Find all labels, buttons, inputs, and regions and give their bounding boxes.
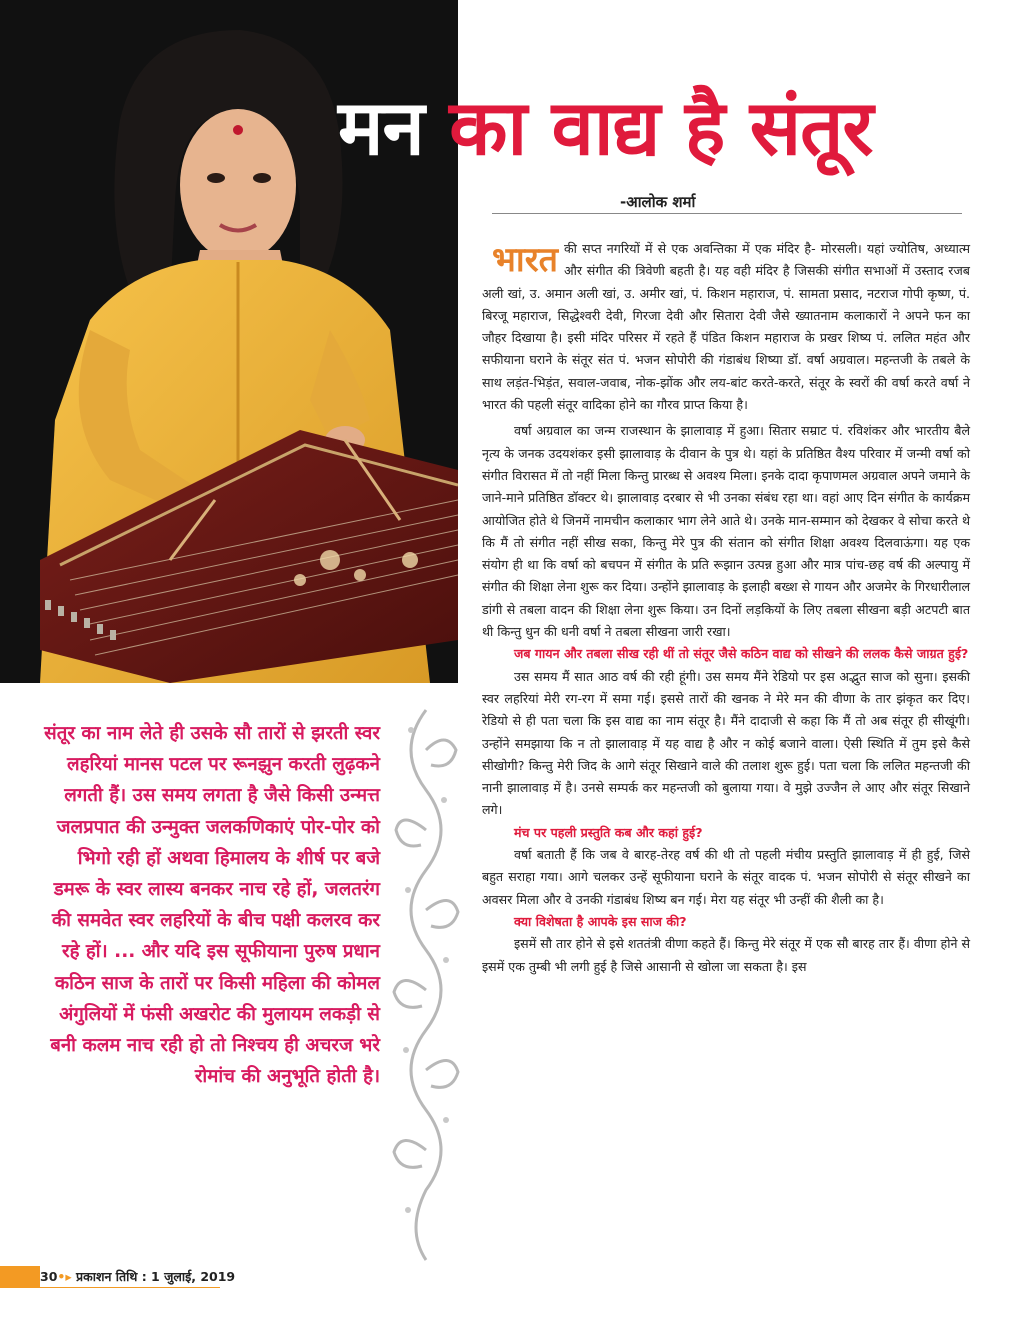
article-paragraph: वर्षा बताती हैं कि जब वे बारह-तेरह वर्ष की थी तो पहली मंचीय प्रस्तुति झालावाड़ में ही हुई, जिसे बहुत सराहा गया। आगे चलकर उन्हें सूफीयाना घराने के संतूर वादक पं. भजन सोपोरी से संतूर सीखने का अवसर मिला और वे उनकी गंडाबंध शिष्य बन गई। मेरा यह संतूर भी उन्हीं की शैली का है।: [482, 847, 970, 907]
article-paragraph: [482, 238, 970, 416]
interview-question: मंच पर पहली प्रस्तुति कब और कहां हुई?: [514, 824, 703, 840]
title-word-1: मन: [338, 83, 450, 172]
byline-divider: [492, 213, 962, 214]
pull-quote: संतूर का नाम लेते ही उसके सौ तारों से झरती स्वर लहरियां मानस पटल पर रूनझुन करती लुढ़कने लगती हैं। उस समय लगता है जैसे किसी उन्मत्त जलप्रपात की उन्मुक्त जलकणिकाएं पोर-पोर को भिगो रही हों अथवा हिमालय के शीर्ष पर बजे डमरू के स्वर लास्य बनकर नाच रहे हों, जलतरंग की समवेत स्वर लहरियों के बीच पक्षी कलरव कर रहे हों। ... और यदि इस सूफीयाना पुरुष प्रधान कठिन साज के तारों पर किसी महिला की कोमल अंगुलियों में फंसी अखरोट की मुलायम लकड़ी से बनी कलम नाच रही हो तो निश्चय ही अचरज भरे रोमांच की अनुभूति होती है।: [44, 723, 380, 1088]
author-byline: -आलोक शर्मा: [620, 193, 696, 211]
interview-question: जब गायन और तबला सीख रही थीं तो संतूर जैसे कठिन वाद्य को सीखने की ललक कैसे जाग्रत हुई?: [514, 646, 969, 662]
arrow-icon: •▸: [57, 1269, 72, 1284]
article-paragraph: इसमें सौ तार होने से इसे शततंत्री वीणा कहते हैं। किन्तु मेरे संतूर में एक सौ बारह तार हैं। वीणा होने से इसमें एक तुम्बी भी लगी हुई है जिसे आसानी से खोला जा सकता है। इस: [482, 936, 970, 974]
paragraph-text: की सप्त नगरियों में से एक अवन्तिका में एक मंदिर है- मोरसली। यहां ज्योतिष, अध्यात्म और संगीत की त्रिवेणी बहती है। यह वही मंदिर है जिसकी संगीत सभाओं में उस्ताद रजब अली खां, उ. अमान अली खां, उ. अमीर खां, पं. किशन महाराज, पं. सामता प्रसाद, नटराज गोपी कृष्ण, पं. बिरजू महाराज, सिद्धेश्वरी देवी, गिरजा देवी और सितारा देवी जैसे ख्यातनाम कलाकारों ने अपने फन का जौहर दिखाया है। इसी मंदिर परिसर में रहते हैं पंडित किशन महाराज के प्रखर शिष्य पं. ललित महंत और सफीयाना घराने के संतूर संत पं. भजन सोपोरी की गंडाबंध शिष्या डॉ. वर्षा अग्रवाल। महन्तजी के तबले के साथ लड़ंत-भिड़ंत, सवाल-जवाब, नोक-झोंक और लय-बांट करते-करते, संतूर के स्वरों की वर्षा करते वर्षा ने भारत की पहली संतूर वादिका होने का गौरव प्राप्त किया है।: [482, 241, 970, 413]
article-body: [482, 238, 970, 978]
publication-date: प्रकाशन तिथि : 1 जुलाई, 2019: [76, 1269, 236, 1284]
footer-rule: [40, 1287, 220, 1288]
article-paragraph: वर्षा अग्रवाल का जन्म राजस्थान के झालावाड़ में हुआ। सितार सम्राट पं. रविशंकर और भारतीय बैले नृत्य के जनक उदयशंकर इसी झालावाड़ के दीवान के पुत्र थे। यहां के प्रतिष्ठित वैश्य परिवार में जन्मी वर्षा को संगीत विरासत में तो नहीं मिला किन्तु प्रारब्ध से अवश्य मिला। इनके दादा कृपाणमल अग्रवाल अपने जमाने के जाने-माने प्रतिष्ठित डॉक्टर थे। झालावाड़ दरबार से भी उनका संबंध रहा था। वहां आए दिन संगीत के कार्यक्रम आयोजित होते थे जिनमें नामचीन कलाकार भाग लेने आते थे। उनके मान-सम्मान को देखकर वे सोचा करते थे कि मैं तो संगीत नहीं सीख सका, किन्तु मेरे पुत्र की संतान को संगीत शिक्षा अवश्य दिलवाऊंगा। यह एक संयोग ही था कि वर्षा को बचपन में संगीत के प्रति रूझान उत्पन्न हुआ और मात्र पांच-छह वर्ष की अल्पायु में संगीत की शिक्षा लेना शुरू कर दिया। उन्होंने झालावाड़ के इलाही बख्श से गायन और अजमेर के गिरधारीलाल डांगी से तबला वादन की शिक्षा लेना शुरू किया। उन दिनों लड़कियों के लिए तबला सीखना बड़ी अटपटी बात थी किन्तु धुन की धनी वर्षा ने तबला सीखना जारी रखा।: [482, 423, 970, 640]
interview-question: क्या विशेषता है आपके इस साज की?: [514, 913, 687, 929]
footer-accent-bar: [0, 1266, 40, 1288]
dropcap: भारत: [492, 240, 558, 280]
page-number: 30: [40, 1269, 58, 1284]
title-word-2: का वाद्य है संतूर: [449, 83, 873, 172]
page-footer: [40, 1268, 235, 1285]
floral-ornament: [386, 690, 466, 1270]
article-paragraph: उस समय मैं सात आठ वर्ष की रही हूंगी। उस समय मैंने रेडियो पर इस अद्भुत साज को सुना। इसकी स्वर लहरियां मेरी रग-रग में समा गई। इससे तारों की खनक ने मेरे मन की वीणा के तार झंकृत कर दिए। रेडियो से ही पता चला कि इस वाद्य का नाम संतूर है। मैंने दादाजी से कहा कि मैं तो अब संतूर ही सीखूंगी। उन्होंने समझाया कि न तो झालावाड़ में यह वाद्य है और न कोई बजाने वाला। ऐसी स्थिति में तुम इसे कैसे सीखोगी? किन्तु मेरी जिद के आगे संतूर सिखाने वाले की तलाश शुरू हुई। पता चला कि ललित महन्तजी की नानी झालावाड़ में है। उनसे सम्पर्क कर महन्तजी को बुलाया गया। वे मुझे उज्जैन ले आए और संतूर सिखाने लगे।: [482, 668, 970, 818]
article-title: [338, 78, 1018, 178]
